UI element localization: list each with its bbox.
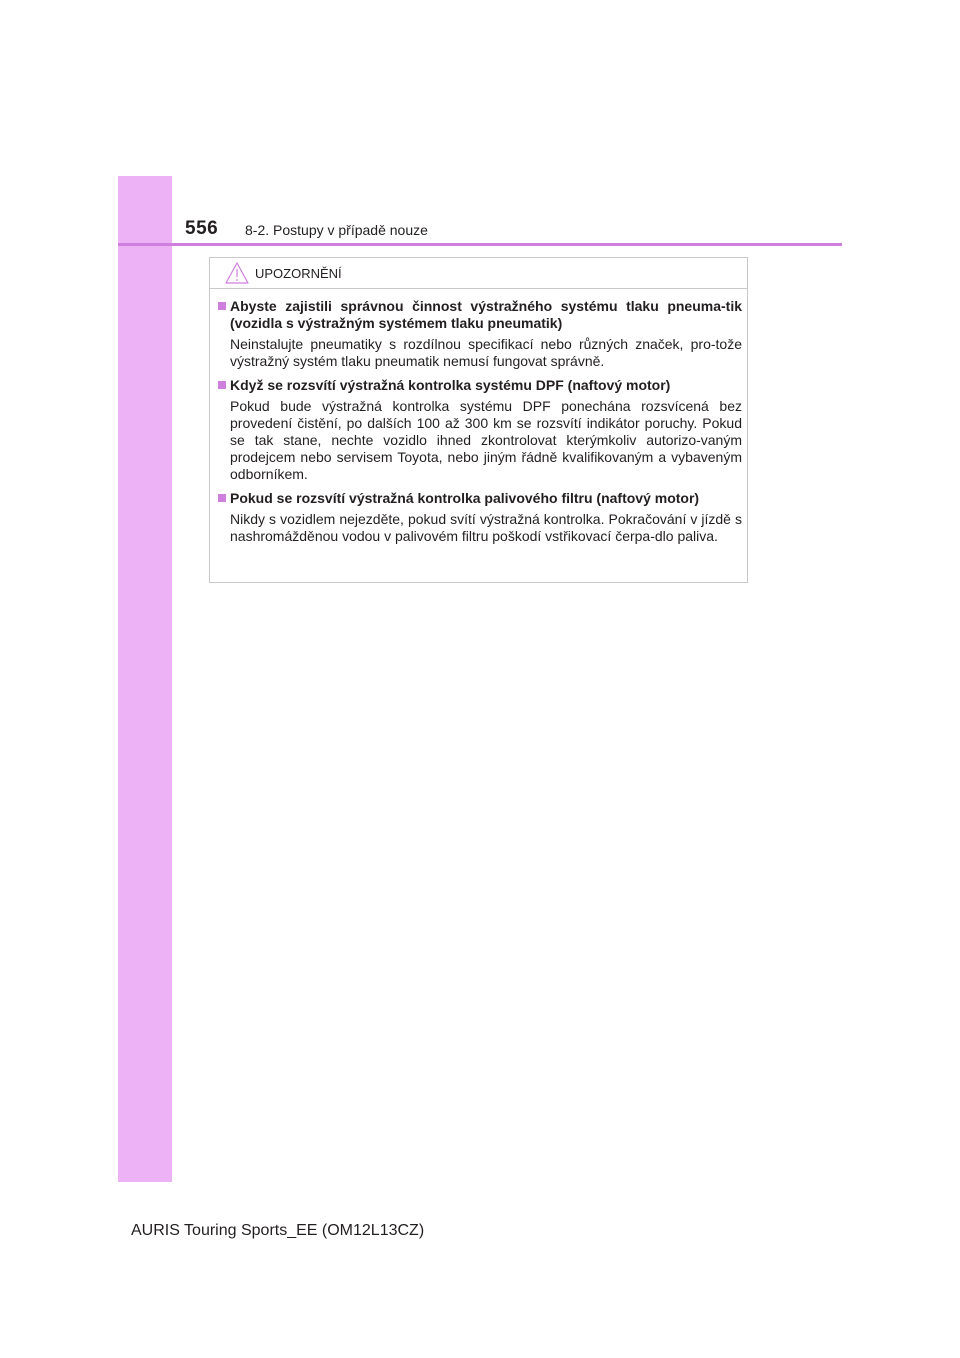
- header-rule: [118, 243, 842, 246]
- item-text: Pokud bude výstražná kontrolka systému DPF ponechána rozsvícená bez provedení čistění, po dalších 100 až 300 km se rozsvítí indikátor poruchy. Pokud se tak stane, nechte vozidlo ihned zkontrolovat kterýmkoliv autorizo-vaným prodejcem nebo servisem Toyota, nebo jiným řádně kvalifikovaným a vybaveným odborníkem.: [230, 398, 742, 482]
- item-heading: [218, 490, 742, 507]
- section-title: 8-2. Postupy v případě nouze: [245, 222, 428, 238]
- warning-triangle-icon: [225, 262, 249, 284]
- item-text: Neinstalujte pneumatiky s rozdílnou specifikací nebo různých značek, pro-tože výstražný systém tlaku pneumatik nemusí fungovat správně.: [230, 336, 742, 369]
- warning-header: [210, 258, 747, 289]
- item-heading-text: Abyste zajistili správnou činnost výstražného systému tlaku pneuma-tik (vozidla s výstražným systémem tlaku pneumatik): [230, 298, 742, 331]
- warning-item: [218, 298, 742, 370]
- warning-title: UPOZORNĚNÍ: [255, 266, 342, 281]
- item-heading: [218, 298, 742, 332]
- item-heading-text: Pokud se rozsvítí výstražná kontrolka palivového filtru (naftový motor): [230, 490, 700, 506]
- square-bullet-icon: [218, 302, 226, 310]
- warning-item: [218, 377, 742, 483]
- item-heading: [218, 377, 742, 394]
- item-text: Nikdy s vozidlem nejezděte, pokud svítí výstražná kontrolka. Pokračování v jízdě s nashromážděnou vodou v palivovém filtru poškodí vstřikovací čerpa-dlo paliva.: [230, 511, 742, 544]
- document-footer: AURIS Touring Sports_EE (OM12L13CZ): [131, 1222, 425, 1239]
- chapter-side-band: [118, 176, 172, 1182]
- page-number: 556: [185, 218, 219, 239]
- square-bullet-icon: [218, 381, 226, 389]
- warning-item: [218, 490, 742, 545]
- warning-body: [218, 298, 742, 552]
- warning-box: [209, 257, 748, 583]
- item-heading-text: Když se rozsvítí výstražná kontrolka systému DPF (naftový motor): [230, 377, 671, 393]
- square-bullet-icon: [218, 494, 226, 502]
